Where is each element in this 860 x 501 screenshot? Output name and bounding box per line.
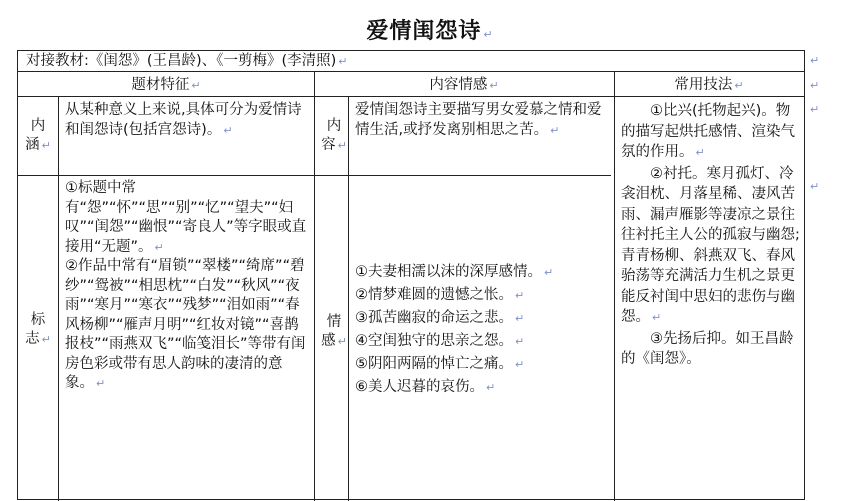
row-end-mark-icon: ↵ — [810, 103, 820, 116]
list-item — [355, 353, 611, 376]
header-subject-features — [18, 75, 314, 95]
header-text: 内容情感 — [429, 77, 488, 93]
paragraph-mark-icon: ↵ — [223, 123, 233, 137]
neihan-text — [65, 101, 311, 140]
row-divider-2 — [18, 96, 804, 97]
list-item — [355, 376, 611, 399]
paragraph-mark-icon: ↵ — [154, 240, 164, 254]
label-neirong — [320, 117, 348, 155]
paragraph-mark-icon: ↵ — [338, 55, 348, 68]
row-end-mark-icon: ↵ — [810, 54, 820, 67]
list-item — [355, 284, 611, 307]
technique-paragraph-1: ①比兴(托物起兴)。物的描写起烘托感情、渲染气氛的作用。 — [621, 103, 795, 160]
row-end-mark-icon: ↵ — [810, 79, 820, 92]
row-divider-1 — [18, 71, 804, 72]
paragraph-mark-icon: ↵ — [96, 377, 106, 390]
neihan-paragraph: 从某种意义上来说,具体可分为爱情诗和闺怨诗(包括宫怨诗)。 — [65, 102, 302, 138]
list-item — [355, 330, 611, 353]
paragraph-mark-icon: ↵ — [515, 335, 525, 348]
col-divider-2 — [614, 71, 615, 501]
paragraph-mark-icon: ↵ — [337, 335, 347, 348]
poetry-table — [17, 50, 805, 500]
label-text: 情感 — [321, 314, 342, 349]
label-text: 内涵 — [25, 118, 46, 153]
header-text: 常用技法 — [674, 77, 733, 93]
paragraph-mark-icon: ↵ — [337, 139, 347, 152]
emotion-item-1: ①夫妻相濡以沫的深厚感情。 — [355, 264, 542, 280]
emotion-item-2: ②情梦难圆的遗憾之怅。 — [355, 287, 513, 303]
source-line-text: 对接教材:《闺怨》(王昌龄)、《一剪梅》(李清照) — [26, 53, 337, 69]
paragraph-mark-icon: ↵ — [515, 312, 525, 325]
label-text: 内容 — [321, 118, 342, 153]
paragraph-mark-icon: ↵ — [515, 358, 525, 371]
paragraph-mark-icon: ↵ — [695, 146, 705, 159]
list-item — [355, 307, 611, 330]
emotion-item-3: ③孤苦幽寂的命运之悲。 — [355, 310, 513, 326]
biaozhi-paragraph-1: ①标题中常有“怨”“怀”“思”“别”“忆”“望夫”“妇叹”“闺怨”“幽恨”“寄良人”等字眼或直接用“无题”。 — [65, 180, 307, 255]
row-end-mark-icon: ↵ — [810, 180, 820, 193]
paragraph-mark-icon: ↵ — [483, 28, 494, 41]
qinggan-list — [355, 261, 611, 399]
neirong-text — [355, 101, 607, 140]
header-content-emotion — [314, 75, 614, 95]
emotion-item-4: ④空闺独守的思亲之怨。 — [355, 333, 513, 349]
emotion-item-5: ⑤阴阳两隔的悼亡之痛。 — [355, 356, 513, 372]
document-title — [0, 14, 860, 45]
list-item — [355, 261, 611, 284]
paragraph-mark-icon: ↵ — [544, 266, 554, 279]
emotion-item-6: ⑥美人迟暮的哀伤。 — [355, 379, 484, 395]
label-qinggan — [320, 313, 348, 351]
source-line — [26, 51, 796, 71]
paragraph-mark-icon: ↵ — [550, 123, 560, 137]
paragraph-mark-icon: ↵ — [191, 79, 201, 92]
left-label-divider — [58, 96, 59, 501]
title-text: 爱情闺怨诗 — [366, 19, 482, 44]
paragraph-mark-icon: ↵ — [41, 139, 51, 152]
header-techniques — [614, 75, 804, 95]
paragraph-mark-icon: ↵ — [486, 381, 496, 394]
technique-paragraph-2: ②衬托。寒月孤灯、冷衾泪枕、月落星稀、凄风苦雨、漏声雁影等凄凉之景往往衬托主人公的孤寂与幽怨;青青杨柳、斜燕双飞、春风骀荡等充满活力生机之景更能反衬闺中思妇的悲伤与幽怨。 — [621, 165, 800, 325]
paragraph-mark-icon: ↵ — [489, 79, 499, 92]
techniques-text — [621, 101, 801, 370]
neirong-paragraph: 爱情闺怨诗主要描写男女爱慕之情和爱情生活,或抒发离别相思之苦。 — [355, 102, 602, 138]
label-biaozhi — [24, 311, 52, 349]
technique-paragraph-3: ③先扬后抑。如王昌龄的《闺怨》。 — [621, 330, 794, 367]
col-divider-1 — [314, 71, 315, 501]
label-text: 标志 — [25, 312, 46, 347]
biaozhi-paragraph-2: ②作品中常有“眉锁”“翠楼”“绮席”“碧纱”“鸳被”“相思枕”“白发”“秋风”“夜雨”“寒月”“寒衣”“残梦”“泪如雨”“春风杨柳”“雁声月明”“红妆对镜”“喜鹊报枝”“雨燕双飞”“临笺泪长”等带有闺房色彩或带有思人韵味的凄清的意象。 — [65, 258, 306, 391]
middle-label-divider — [348, 96, 349, 501]
paragraph-mark-icon: ↵ — [652, 311, 662, 324]
paragraph-mark-icon: ↵ — [734, 79, 744, 92]
paragraph-mark-icon: ↵ — [41, 333, 51, 346]
paragraph-mark-icon: ↵ — [515, 289, 525, 302]
label-neihan — [24, 117, 52, 155]
biaozhi-text — [65, 179, 311, 394]
header-text: 题材特征 — [131, 77, 190, 93]
